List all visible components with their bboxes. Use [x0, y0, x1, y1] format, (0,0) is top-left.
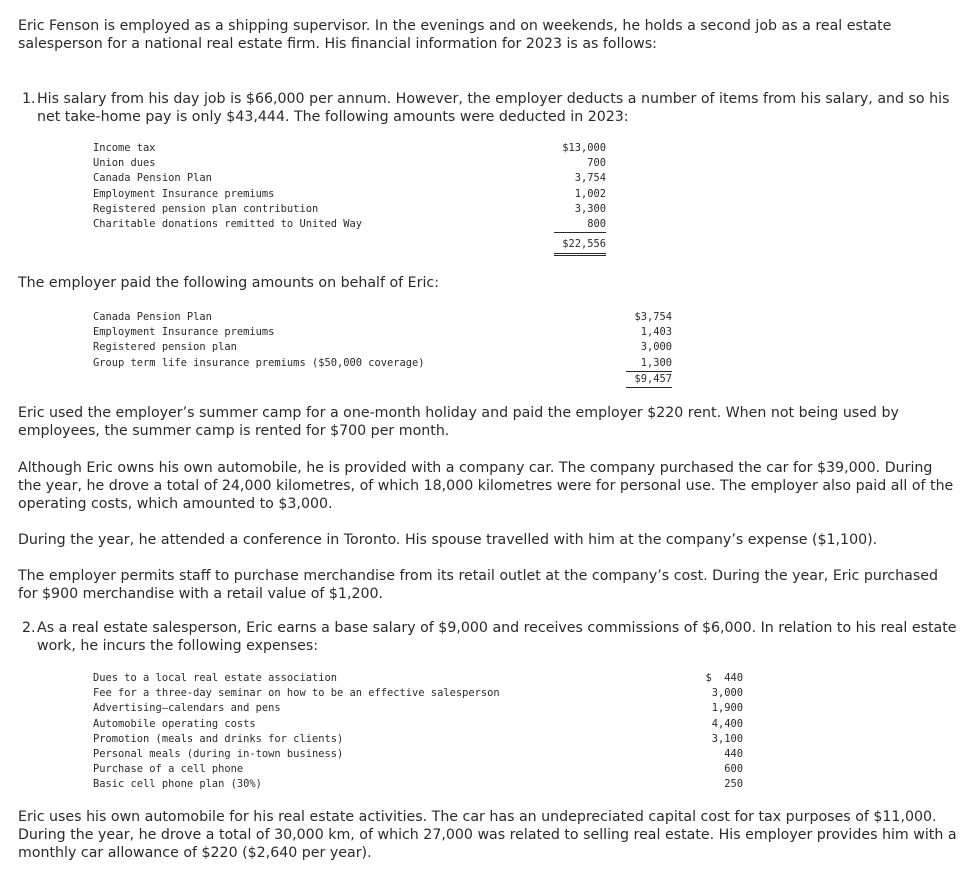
own-automobile-paragraph: Eric uses his own automobile for his real estate activities. The car has an undepreciated capital cost for tax purposes of $11,000. During the year, he drove a total of 30,000 km, of which 27,000 was related to selling real estate. His employer provides him with a monthly car allowance of $220 ($2,640 per year). [18, 809, 957, 861]
expense-label: Basic cell phone plan (30%) [93, 778, 262, 791]
expense-label: Advertising—calendars and pens [93, 702, 281, 715]
expense-amount: 440 [724, 747, 743, 760]
deductions-labels [93, 141, 362, 232]
deduction-label: Registered pension plan contribution [93, 202, 319, 215]
expense-amount: 250 [724, 778, 743, 791]
list-item-2 [18, 619, 958, 655]
merchandise-paragraph: The employer permits staff to purchase merchandise from its retail outlet at the company’s cost. During the year, Eric purchased for $900 merchandise with a retail value of $1,200. [18, 568, 938, 602]
expense-label: Purchase of a cell phone [93, 763, 244, 776]
deduction-label: Employment Insurance premiums [93, 187, 275, 200]
deduction-amount: 3,300 [574, 202, 606, 215]
employer-paid-total: $9,457 [626, 372, 672, 388]
employer-paid-intro: The employer paid the following amounts on behalf of Eric: [18, 275, 439, 291]
expense-label: Personal meals (during in-town business) [93, 747, 344, 760]
employer-paid-amounts [626, 310, 672, 388]
employer-paid-labels [93, 310, 425, 371]
deduction-amount: 800 [554, 217, 606, 233]
deduction-label: Canada Pension Plan [93, 172, 212, 185]
expense-amount: $ 440 [705, 672, 743, 684]
employer-paid-label: Employment Insurance premiums [93, 326, 275, 339]
expense-label: Dues to a local real estate association [93, 672, 337, 684]
deduction-amount: 3,754 [574, 172, 606, 185]
employer-paid-amount: 1,300 [626, 356, 672, 372]
list-item-text: As a real estate salesperson, Eric earns a base salary of $9,000 and receives commissions of $6,000. In relation to his real estate work, he incurs the following expenses: [37, 620, 957, 654]
summer-camp-paragraph: Eric used the employer’s summer camp for a one-month holiday and paid the employer $220 rent. When not being used by employees, the summer camp is rented for $700 per month. [18, 405, 899, 439]
list-item-number: 1. [22, 91, 36, 107]
deduction-amount: 1,002 [574, 187, 606, 200]
expense-label: Fee for a three-day seminar on how to be an effective salesperson [93, 687, 500, 700]
expense-label: Promotion (meals and drinks for clients) [93, 732, 344, 745]
list-item-text: His salary from his day job is $66,000 per annum. However, the employer deducts a number of items from his salary, and so his net take-home pay is only $43,444. The following amounts were deducted in 2023: [37, 91, 950, 125]
employer-paid-amount: 3,000 [640, 341, 672, 354]
deductions-total: $22,556 [554, 237, 606, 256]
employer-paid-label: Canada Pension Plan [93, 311, 212, 323]
intro-paragraph: Eric Fenson is employed as a shipping supervisor. In the evenings and on weekends, he holds a second job as a real estate salesperson for a national real estate firm. His financial information for 2023 is as follows: [18, 18, 892, 52]
expense-amount: 1,900 [711, 702, 743, 715]
deduction-amount: 700 [587, 157, 606, 170]
expense-amount: 3,100 [711, 732, 743, 745]
deduction-label: Charitable donations remitted to United Way [93, 217, 362, 230]
employer-paid-amount: $3,754 [634, 311, 672, 323]
employer-paid-label: Group term life insurance premiums ($50,000 coverage) [93, 356, 425, 369]
expenses-labels [93, 671, 500, 793]
conference-paragraph: During the year, he attended a conference in Toronto. His spouse travelled with him at the company’s expense ($1,100). [18, 532, 878, 548]
expense-label: Automobile operating costs [93, 717, 256, 730]
deductions-amounts [554, 141, 606, 256]
deduction-amount: $13,000 [562, 142, 606, 154]
employer-paid-label: Registered pension plan [93, 341, 237, 354]
deduction-label: Union dues [93, 157, 156, 170]
list-item-number: 2. [22, 620, 36, 636]
expense-amount: 3,000 [711, 687, 743, 700]
expense-amount: 4,400 [711, 717, 743, 730]
expenses-amounts [698, 671, 743, 793]
deduction-label: Income tax [93, 142, 156, 154]
expense-amount: 600 [724, 763, 743, 776]
employer-paid-amount: 1,403 [640, 326, 672, 339]
list-item-1 [18, 90, 958, 126]
company-car-paragraph: Although Eric owns his own automobile, he is provided with a company car. The company purchased the car for $39,000. During the year, he drove a total of 24,000 kilometres, of which 18,000 kilometres were for personal use. The employer also paid all of the operating costs, which amounted to $3,000. [18, 460, 954, 512]
